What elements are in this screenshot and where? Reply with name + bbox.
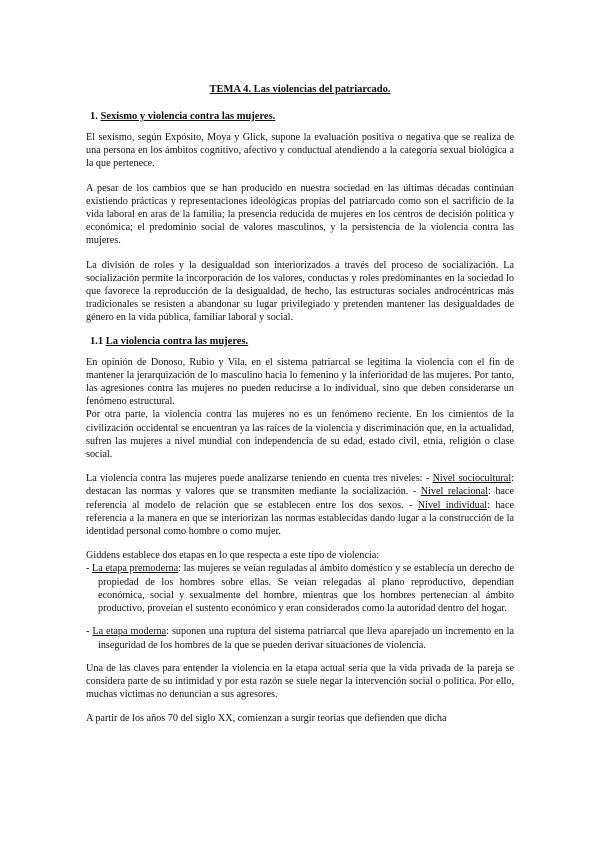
nivel-individual-text: : hace referencia a la manera en que se interiorizan las normas establecidas dando lugar a la construcción de la identidad personal como hombre o como mujer. <box>86 499 514 538</box>
nivel-relacional-text: : hace referencia al modelo de relación que se establecen entre los dos sexos. - <box>86 486 514 511</box>
paragraph-donoso: En opinión de Donoso, Rubio y Vila, en el sistema patriarcal se legitima la violencia con el fin de mantener la jerarquización de lo masculino hacia lo femenino y la inferioridad de las mujeres. Por tanto, las agresiones contra las mujeres no pueden reducirse a lo individual, sino que deben considerarse un fenómeno estructural. <box>86 356 514 408</box>
paragraph-anos-70: A partir de los años 70 del siglo XX, comienzan a surgir teorías que defienden que dicha <box>86 713 447 725</box>
paragraph-otra-parte: Por otra parte, la violencia contra las mujeres no es un fenómeno reciente. En los cimientos de la civilización occidental se encuentran ya las raíces de la violencia y discriminación que, en la actualidad, sufren las mujeres a nivel mundial con independencia de su edad, estado civil, etnia, religión o clase social. <box>86 409 514 461</box>
paragraph-giddens: Giddens establece dos etapas en lo que respecta a este tipo de violencia: <box>86 550 380 562</box>
list-item <box>86 562 514 615</box>
section-1-1-title: La violencia contra las mujeres. <box>105 335 249 347</box>
paragraph-cambios: A pesar de los cambios que se han producido en nuestra sociedad en las últimas décadas continúan existiendo prácticas y representaciones ideológicas propias del patriarcado como son el sacrificio de la vida laboral en aras de la familia; la presencia reducida de mujeres en los centros de decisión política y económica; el predominio social de valores masculinos, y la persistencia de la violencia contra las mujeres. <box>86 182 514 247</box>
paragraph-sexismo: El sexismo, según Expósito, Moya y Glick, supone la evaluación positiva o negativa que se realiza de una persona en los ámbitos cognitivo, afectivo y conductual atendiendo a la categoría sexual biológica a la que pertenece. <box>86 132 514 170</box>
paragraph-claves: Una de las claves para entender la violencia en la etapa actual sería que la vida privada de la pareja se considera parte de su intimidad y por esta razón se suele negar la intervención social o política. Por ello, muchas víctimas no denuncian a sus agresores. <box>86 662 514 701</box>
nivel-sociocultural-text: : destacan las normas y valores que se transmiten mediante la socialización. - <box>86 473 514 498</box>
stage-premoderna-text: : las mujeres se veían reguladas al ámbito doméstico y se establecía un derecho de propiedad de los hombres sobre ellas. Se veían relegadas al plano reproductivo, dependían económica, social y sexualmente del hombre, mientras que los hombres pertenecían al ámbito productivo, proveían el sustento económico y eran considerados como la autoridad dentro del hogar. <box>98 563 514 615</box>
nivel-relacional-term: Nivel relacional <box>420 486 488 498</box>
section-1-1-heading <box>90 336 514 347</box>
nivel-individual-term: Nivel individual <box>417 499 488 511</box>
stage-moderna-term: La etapa moderna <box>92 626 167 638</box>
niveles-intro: La violencia contra las mujeres puede analizarse teniendo en cuenta tres niveles: - <box>86 473 433 485</box>
stage-moderna-text: : suponen una ruptura del sistema patriarcal que lleva aparejado un incremento en la inseguridad de los hombres de la que se pueden derivar situaciones de violencia. <box>98 626 514 651</box>
document-title: TEMA 4. Las violencias del patriarcado. <box>209 84 391 95</box>
list-bullet: - <box>86 563 93 575</box>
section-1-1-number: 1.1 <box>90 335 104 347</box>
nivel-sociocultural-term: Nivel sociocultural <box>432 473 512 485</box>
section-1-heading <box>90 111 514 122</box>
stage-premoderna-term: La etapa premoderna <box>92 563 179 575</box>
list-bullet: - <box>86 626 93 638</box>
stages-list <box>86 562 514 651</box>
list-item <box>86 625 514 651</box>
paragraph-socializacion: La división de roles y la desigualdad son interiorizados a través del proceso de socialización. La socialización permite la incorporación de los valores, conductas y roles predominantes en la sociedad lo que favorece la reproducción de la desigualdad, de hecho, las estructuras sociales androcéntricas más tradicionales se resisten a abandonar su lugar privilegiado y pretenden mantener las desigualdades de género en la vida pública, familiar laboral y social. <box>86 259 514 324</box>
section-1-title: Sexismo y violencia contra las mujeres. <box>100 111 276 122</box>
paragraph-niveles <box>86 472 514 538</box>
section-1-number: 1. <box>90 111 98 122</box>
